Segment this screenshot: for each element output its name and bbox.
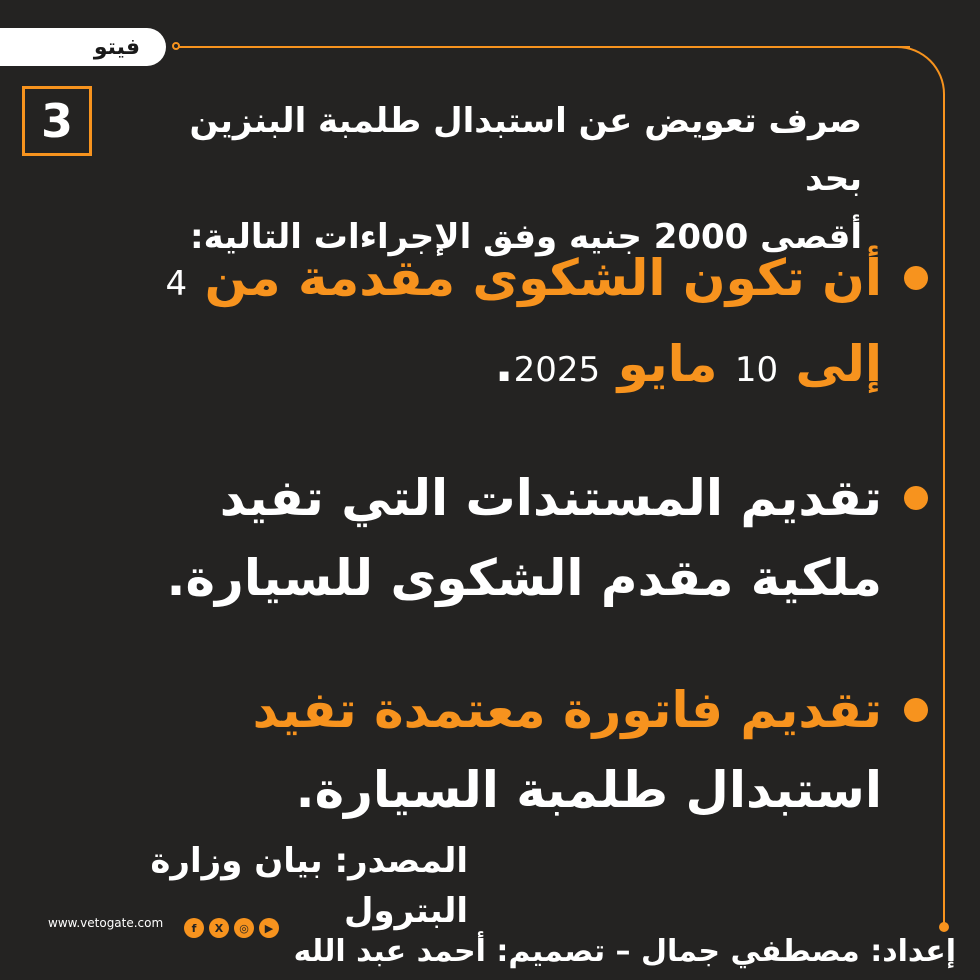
logo-pill — [0, 28, 166, 66]
bullet-icon — [904, 486, 928, 510]
bullet-icon — [904, 266, 928, 290]
x-icon[interactable]: X — [209, 918, 229, 938]
item-1-line-2 — [122, 324, 882, 410]
frame-top-line — [178, 46, 910, 48]
item-1-text-c: مايو — [600, 335, 735, 393]
logo: فيتو — [93, 34, 140, 60]
bullet-icon — [904, 698, 928, 722]
frame-right-line — [943, 100, 945, 926]
social-links — [184, 918, 279, 938]
facebook-icon[interactable]: f — [184, 918, 204, 938]
item-1-period: . — [494, 335, 514, 393]
list-item — [122, 238, 882, 410]
item-3-line-1: تقديم فاتورة معتمدة تفيد — [252, 681, 882, 739]
youtube-icon[interactable]: ▶ — [259, 918, 279, 938]
item-3-line-2: استبدال طلمبة السيارة. — [295, 761, 882, 819]
frame-corner — [890, 46, 945, 106]
item-2-line-2: ملكية مقدم الشكوى للسيارة. — [166, 549, 882, 607]
list-item — [122, 458, 882, 618]
header-line-2: أقصى 2000 جنيه وفق الإجراءات التالية: — [190, 217, 862, 257]
credits-text: إعداد: مصطفي جمال – تصميم: أحمد عبد الله — [293, 934, 956, 969]
header-line-1: صرف تعويض عن استبدال طلمبة البنزين بحد — [189, 101, 862, 199]
item-1-num-a: 4 — [165, 264, 188, 304]
list-item — [122, 670, 882, 830]
instagram-icon[interactable]: ◎ — [234, 918, 254, 938]
website-link[interactable]: www.vetogate.com — [48, 916, 164, 930]
item-1-text-b: إلى — [778, 335, 882, 393]
slide-number-badge: 3 — [22, 86, 92, 156]
item-1-line-1 — [122, 238, 882, 324]
item-1-num-b: 10 — [734, 350, 779, 390]
item-1-text-a: أن تكون الشكوى مقدمة من — [187, 249, 882, 307]
item-1-num-c: 2025 — [513, 350, 601, 390]
item-2-line-1: تقديم المستندات التي تفيد — [219, 469, 882, 527]
source-text: المصدر: بيان وزارة البترول — [150, 841, 468, 931]
